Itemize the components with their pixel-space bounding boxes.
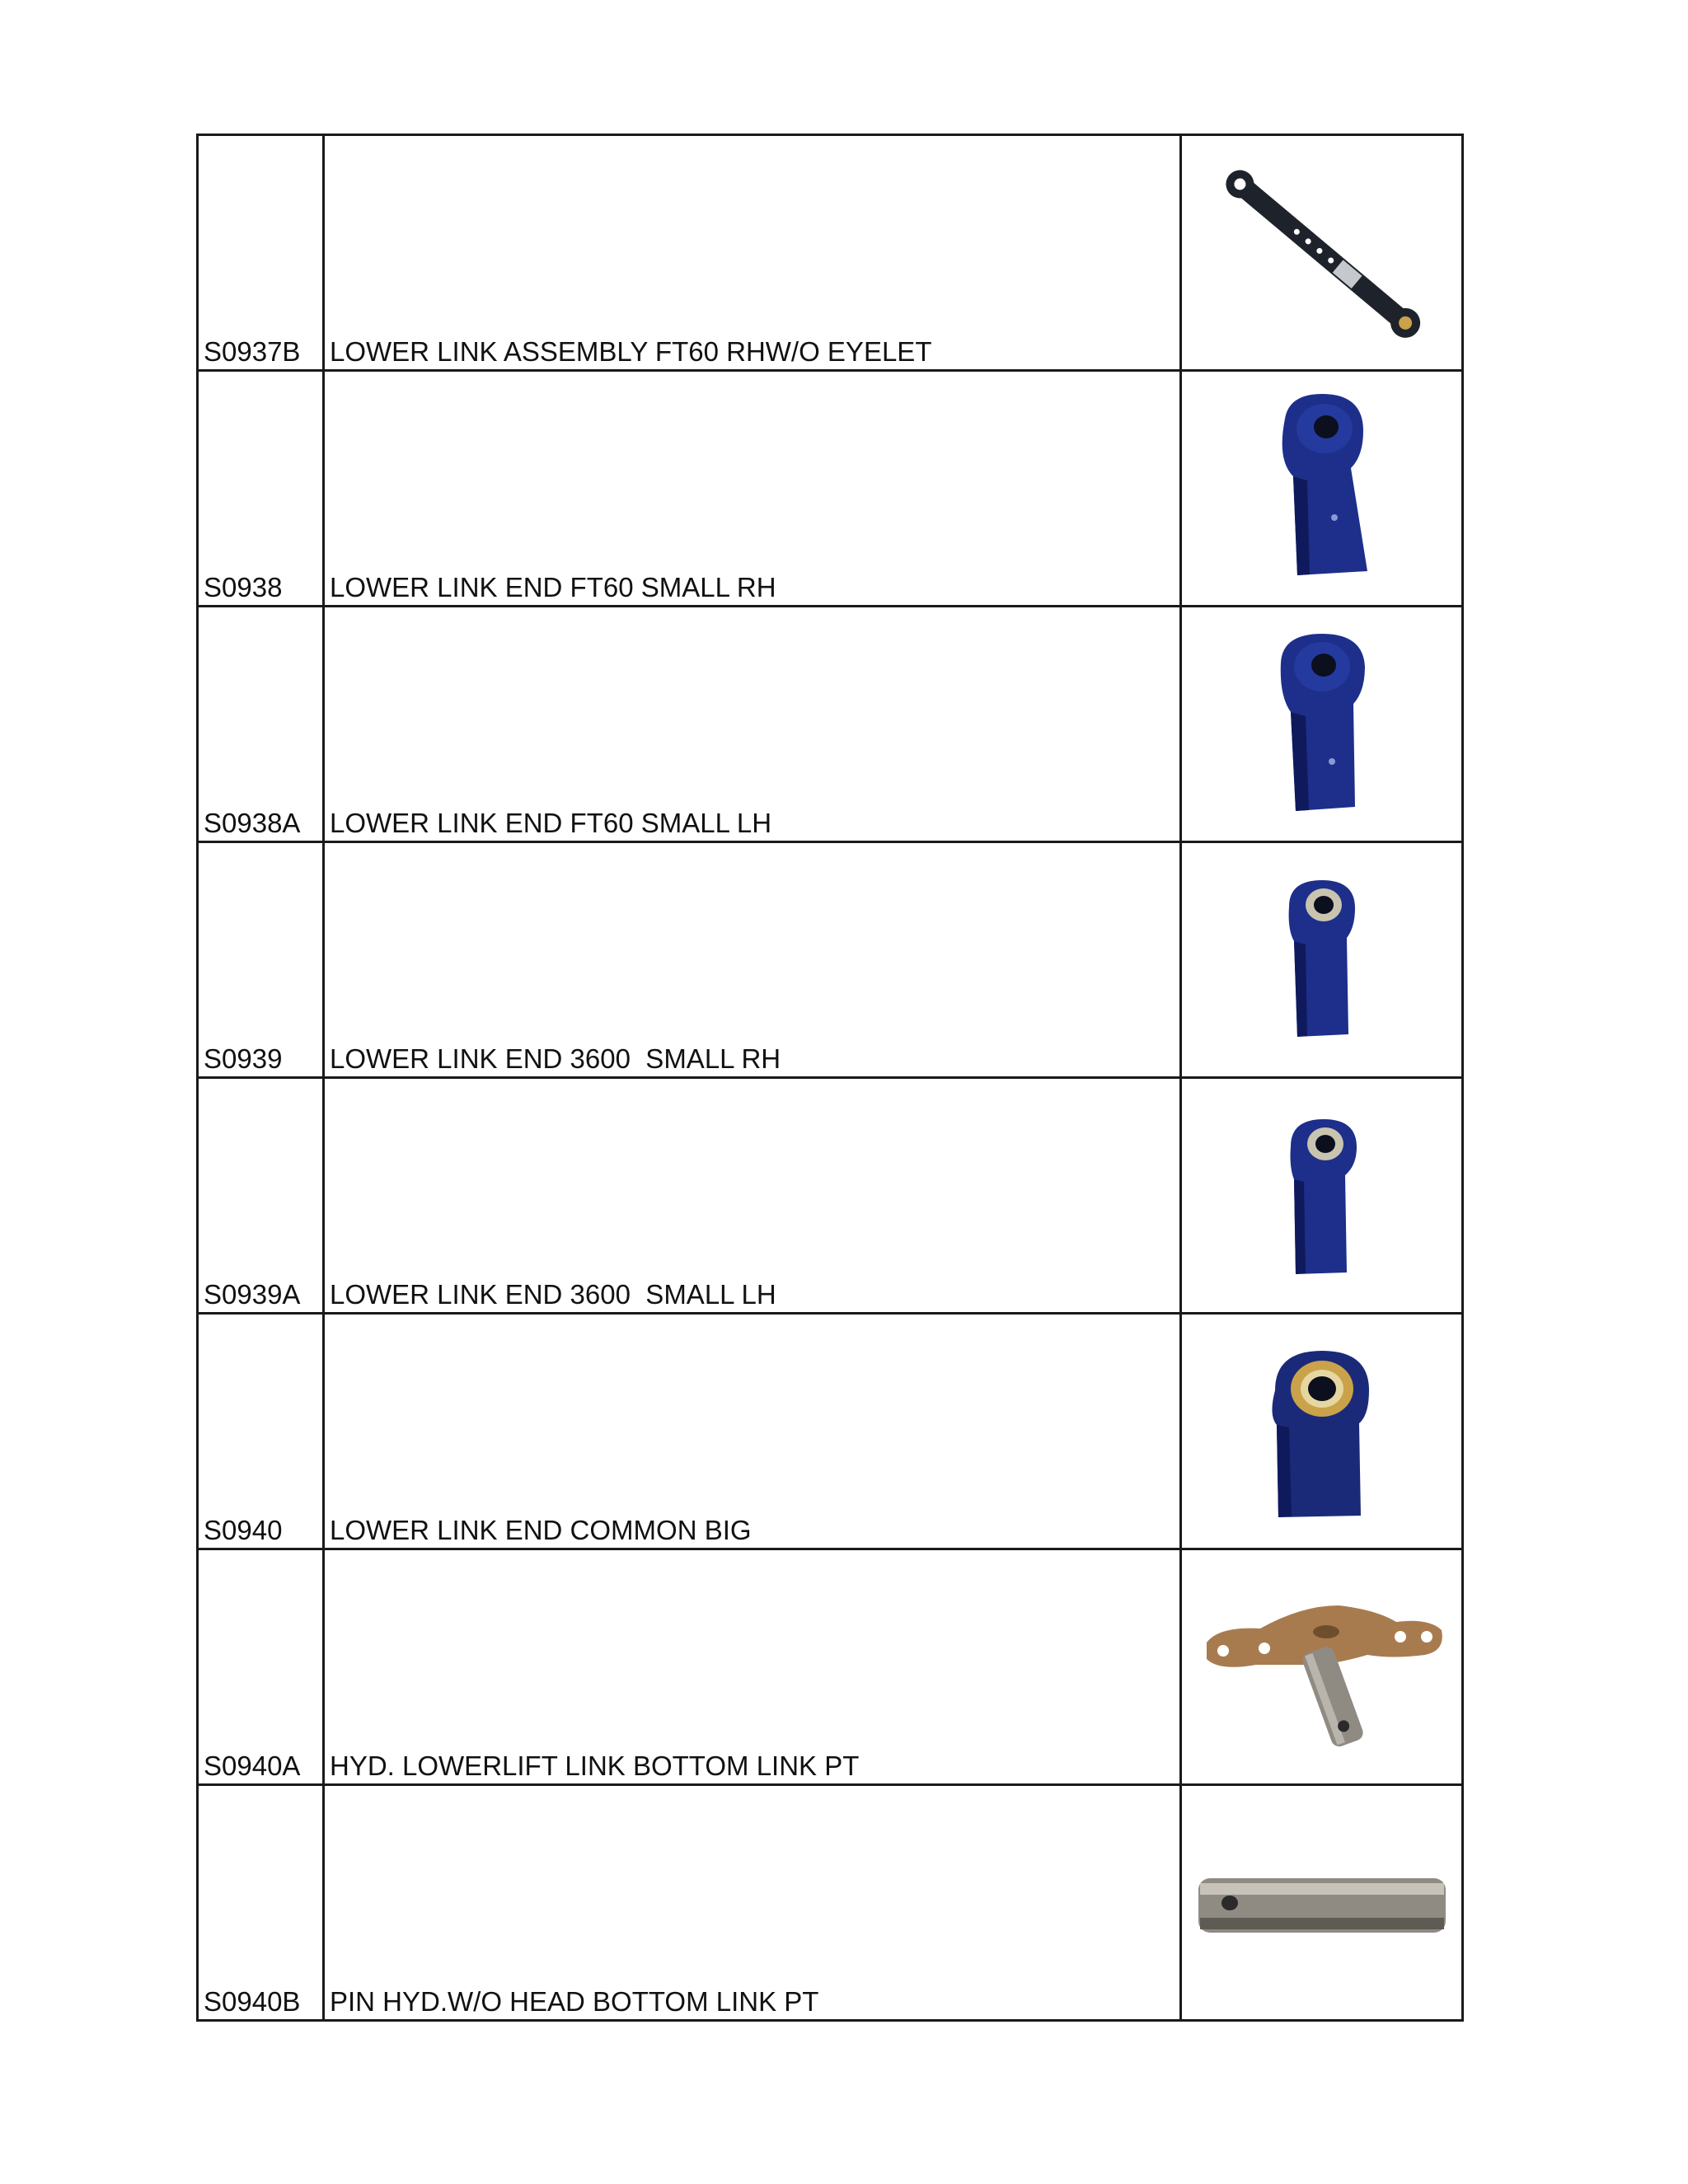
link-end-large-blue-icon — [1240, 386, 1404, 592]
part-code: S0937B — [204, 336, 301, 368]
part-image-cell — [1181, 371, 1463, 607]
part-description-cell — [324, 1549, 1181, 1785]
link-end-brass-bush-icon — [1244, 1333, 1400, 1530]
part-image-cell — [1181, 1549, 1463, 1785]
part-code-cell — [198, 1549, 324, 1785]
link-end-large-blue-icon — [1240, 621, 1404, 827]
table-row — [198, 1314, 1463, 1549]
table-row — [198, 842, 1463, 1078]
part-description: LOWER LINK ASSEMBLY FT60 RHW/O EYELET — [330, 336, 932, 368]
lift-link-bracket-pin-icon — [1194, 1572, 1450, 1762]
part-code-cell — [198, 1314, 324, 1549]
part-code-cell — [198, 1078, 324, 1314]
part-description-cell — [324, 1078, 1181, 1314]
part-code: S0940A — [204, 1750, 301, 1782]
table-row — [198, 1078, 1463, 1314]
part-image-cell — [1181, 1078, 1463, 1314]
part-description: LOWER LINK END 3600 SMALL LH — [330, 1279, 776, 1310]
part-description-cell — [324, 842, 1181, 1078]
part-description: LOWER LINK END FT60 SMALL RH — [330, 572, 776, 603]
part-code-cell — [198, 135, 324, 371]
table-row — [198, 1785, 1463, 2021]
part-description: LOWER LINK END FT60 SMALL LH — [330, 808, 772, 839]
part-image-cell — [1181, 135, 1463, 371]
part-description: HYD. LOWERLIFT LINK BOTTOM LINK PT — [330, 1750, 860, 1782]
part-description-cell — [324, 607, 1181, 842]
table-row — [198, 135, 1463, 371]
parts-table — [196, 134, 1464, 2022]
part-description-cell — [324, 1314, 1181, 1549]
lower-link-bar-icon — [1198, 146, 1446, 360]
part-code: S0938A — [204, 808, 301, 839]
table-row — [198, 607, 1463, 842]
table-row — [198, 371, 1463, 607]
part-code: S0940B — [204, 1986, 301, 2018]
part-code-cell — [198, 842, 324, 1078]
part-image-cell — [1181, 1785, 1463, 2021]
part-image-cell — [1181, 1314, 1463, 1549]
part-description-cell — [324, 371, 1181, 607]
part-description: PIN HYD.W/O HEAD BOTTOM LINK PT — [330, 1986, 819, 2018]
part-description: LOWER LINK END COMMON BIG — [330, 1515, 752, 1546]
part-description: LOWER LINK END 3600 SMALL RH — [330, 1043, 781, 1075]
link-end-small-blue-icon — [1256, 1101, 1388, 1291]
table-row — [198, 1549, 1463, 1785]
part-code-cell — [198, 607, 324, 842]
part-description-cell — [324, 135, 1181, 371]
part-code-cell — [198, 371, 324, 607]
part-code: S0940 — [204, 1515, 283, 1546]
part-code: S0939A — [204, 1279, 301, 1310]
link-end-small-blue-icon — [1256, 865, 1388, 1055]
part-code-cell — [198, 1785, 324, 2021]
part-description-cell — [324, 1785, 1181, 2021]
part-code: S0939 — [204, 1043, 283, 1075]
part-code: S0938 — [204, 572, 283, 603]
plain-pin-icon — [1190, 1854, 1454, 1952]
part-image-cell — [1181, 607, 1463, 842]
part-image-cell — [1181, 842, 1463, 1078]
